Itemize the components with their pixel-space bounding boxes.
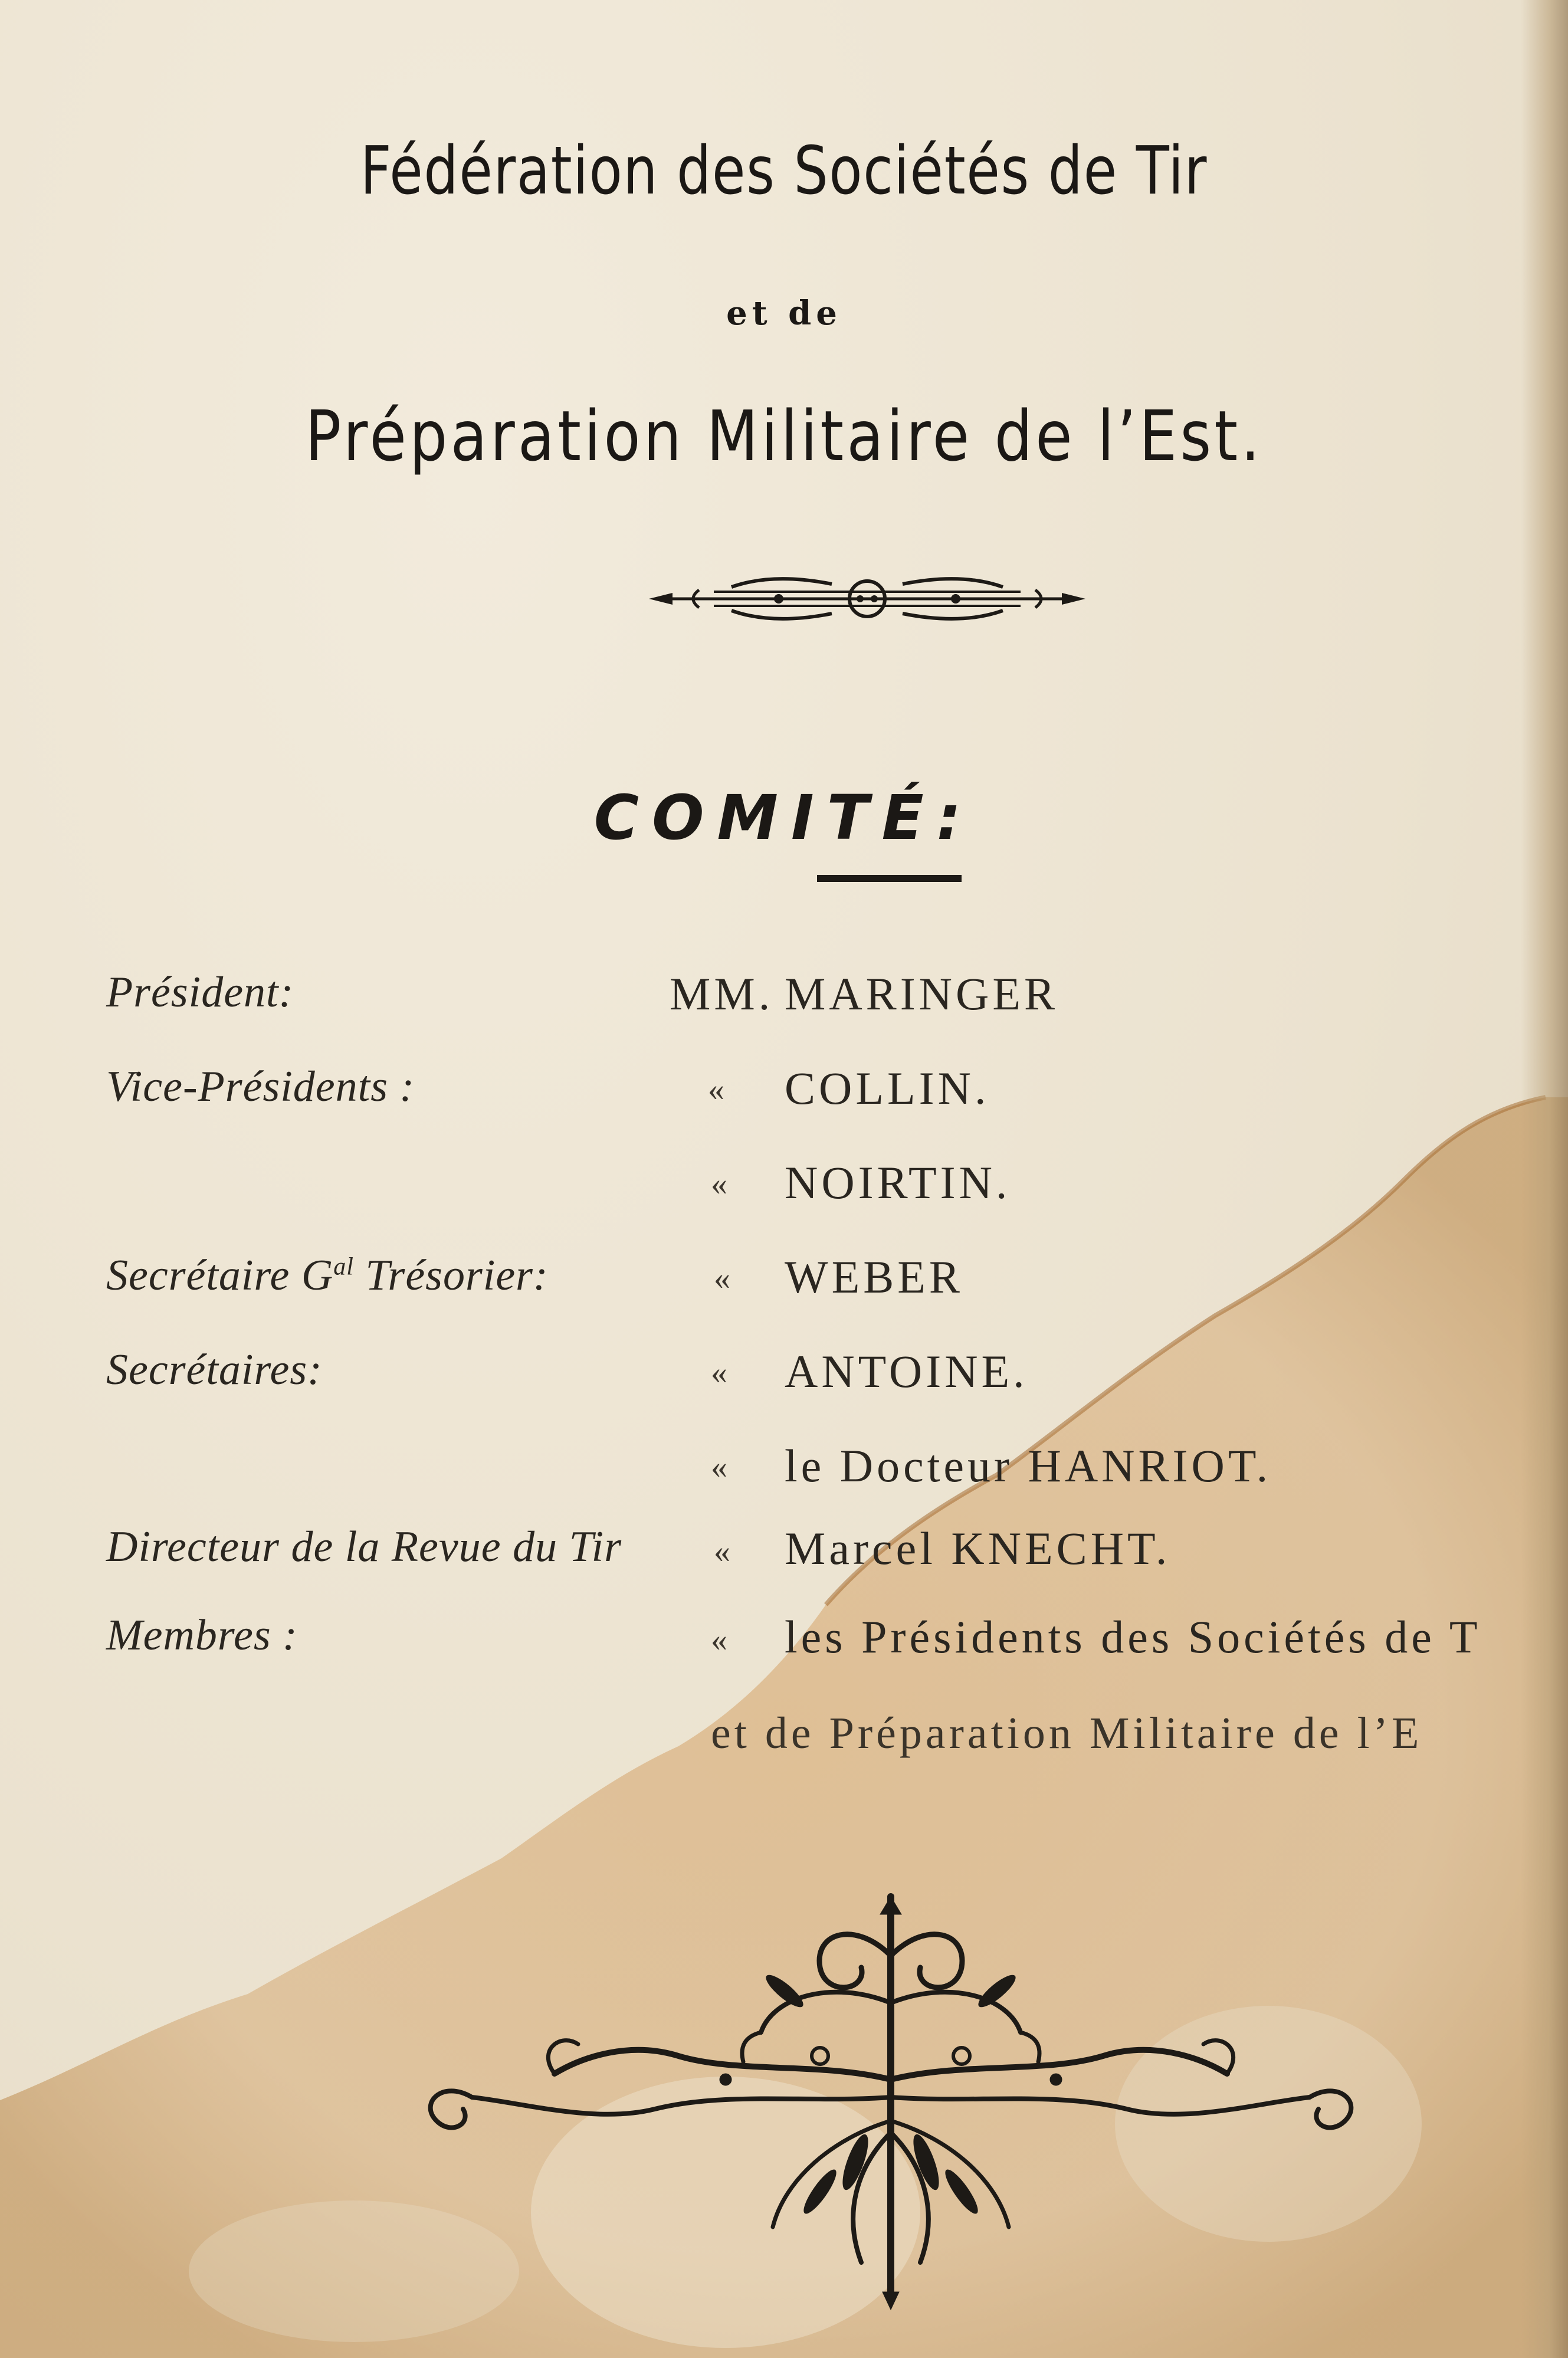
- role-president: Président:: [106, 968, 294, 1016]
- role-secretaries: Secrétaires:: [106, 1346, 323, 1394]
- title-line-2: Préparation Militaire de l’Est.: [305, 395, 1263, 477]
- member-name-secretary-2: le Docteur HANRIOT.: [785, 1440, 1272, 1491]
- member-name-members: les Présidents des Sociétés de T: [785, 1611, 1481, 1662]
- ditto-mark: «: [711, 1166, 727, 1202]
- divider-ornament-icon: [643, 563, 1091, 634]
- heading-rule: [817, 875, 962, 882]
- ditto-mark: «: [708, 1071, 724, 1108]
- role-members: Membres :: [106, 1611, 298, 1660]
- ditto-mark: «: [711, 1355, 727, 1391]
- floral-ornament-icon: [407, 1885, 1375, 2321]
- member-name-secretary-1: ANTOINE.: [785, 1346, 1028, 1397]
- page-edge-shadow: [1521, 0, 1568, 2358]
- member-name-secretary-treasurer: WEBER: [785, 1251, 963, 1303]
- members-prefix: MM.: [670, 968, 774, 1019]
- role-vice-presidents: Vice-Présidents :: [106, 1062, 415, 1111]
- title-line-1: Fédération des Sociétés de Tir: [360, 133, 1208, 209]
- role-secretary-treasurer: Secrétaire $G^{al}$ Trésorier:: [106, 1251, 549, 1300]
- ditto-mark: «: [711, 1622, 727, 1658]
- title-connector: et de: [726, 294, 842, 333]
- member-name-president: MARINGER: [785, 968, 1059, 1019]
- member-name-vice-president-2: NOIRTIN.: [785, 1157, 1011, 1208]
- ditto-mark: «: [714, 1533, 730, 1570]
- role-review-director: Directeur de la Revue du Tir: [106, 1523, 622, 1571]
- member-name-review-director: Marcel KNECHT.: [785, 1523, 1171, 1574]
- ditto-mark: «: [714, 1260, 730, 1297]
- member-name-vice-president-1: COLLIN.: [785, 1062, 990, 1114]
- committee-heading: COMITÉ:: [593, 782, 975, 854]
- members-continuation: et de Préparation Militaire de l’E: [711, 1708, 1423, 1758]
- ditto-mark: «: [711, 1449, 727, 1485]
